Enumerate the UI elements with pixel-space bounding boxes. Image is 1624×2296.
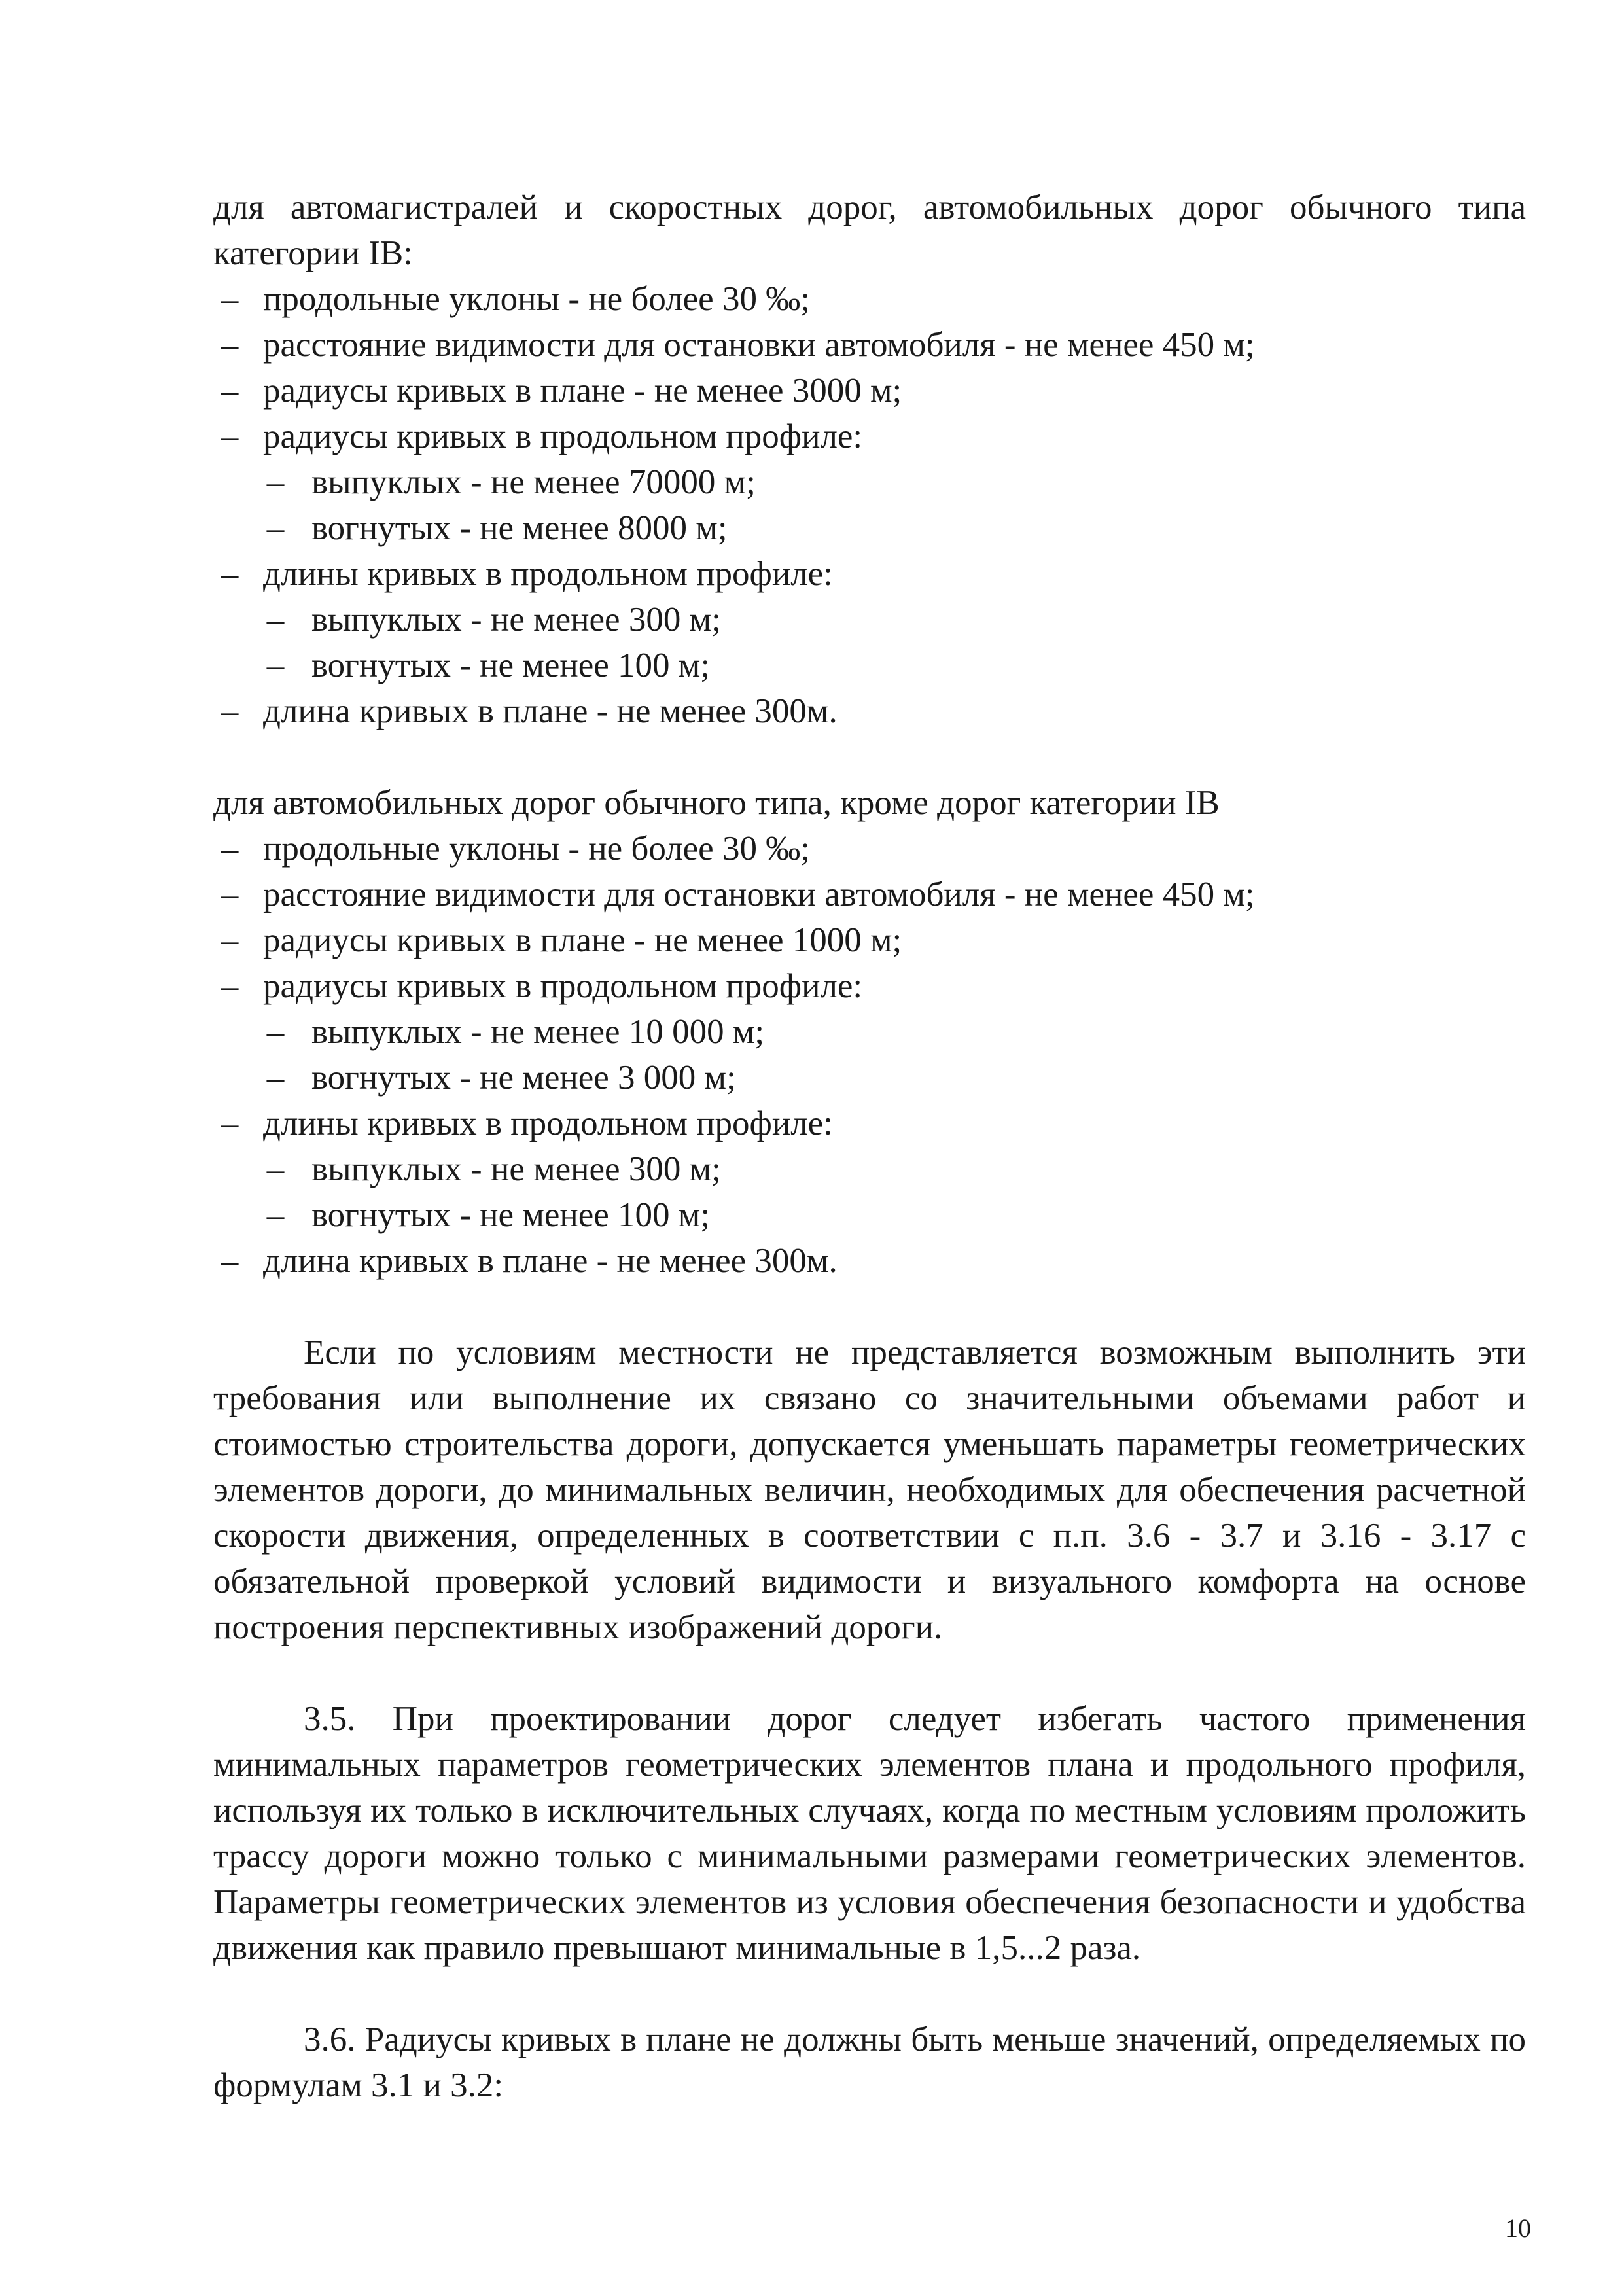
dash-bullet: – — [266, 1196, 285, 1234]
list-item-text: вогнутых - не менее 100 м; — [311, 1196, 711, 1234]
dash-bullet: – — [266, 1013, 285, 1051]
dash-bullet: – — [266, 463, 285, 501]
list-item-text: длина кривых в плане - не менее 300м. — [263, 692, 838, 730]
list-item-text: длины кривых в продольном профиле: — [263, 1104, 833, 1142]
spacer — [213, 734, 1526, 780]
sub-list-item — [213, 1192, 1526, 1238]
list-item — [213, 688, 1526, 734]
list-item-text: выпуклых - не менее 70000 м; — [311, 463, 756, 501]
dash-bullet: – — [221, 372, 239, 410]
list-item — [213, 1101, 1526, 1146]
list-item-text: расстояние видимости для остановки автомобиля - не менее 450 м; — [263, 326, 1255, 364]
list-item — [213, 414, 1526, 459]
list-item — [213, 322, 1526, 368]
dash-bullet: – — [221, 280, 239, 318]
sub-list-item — [213, 643, 1526, 688]
list-item-text: продольные уклоны - не более 30 ‰; — [263, 280, 810, 318]
list-item — [213, 1238, 1526, 1284]
dash-bullet: – — [221, 830, 239, 868]
list-item-text: вогнутых - не менее 3 000 м; — [311, 1059, 736, 1097]
list-item-text: выпуклых - не менее 300 м; — [311, 601, 721, 639]
dash-bullet: – — [221, 875, 239, 913]
list-item — [213, 368, 1526, 414]
sub-list-item — [213, 1055, 1526, 1101]
dash-bullet: – — [221, 967, 239, 1005]
dash-bullet: – — [221, 1104, 239, 1142]
dash-bullet: – — [266, 601, 285, 639]
list-item-text: радиусы кривых в плане - не менее 1000 м; — [263, 921, 902, 959]
list-item-text: вогнутых - не менее 8000 м; — [311, 509, 728, 547]
list-item-text: выпуклых - не менее 10 000 м; — [311, 1013, 765, 1051]
section-a-list — [213, 276, 1526, 734]
sub-list-item — [213, 1146, 1526, 1192]
paragraph-conditions: Если по условиям местности не представляется возможным выполнить эти требования или выполнение их связано со значительными объемами работ и стоимостью строительства дороги, допускается уменьшать параметры геометрических элементов дороги, до минимальных величин, необходимых для обеспечения расчетной скорости движения, определенных в соответствии с п.п. 3.6 - 3.7 и 3.16 - 3.17 с обязательной проверкой условий видимости и визуального комфорта на основе построения перспективных изображений дороги. — [213, 1333, 1526, 1646]
list-item — [213, 826, 1526, 872]
list-item-text: радиусы кривых в продольном профиле: — [263, 967, 863, 1005]
list-item — [213, 872, 1526, 917]
sub-list-item — [213, 505, 1526, 551]
paragraph-3-6: 3.6. Радиусы кривых в плане не должны быть меньше значений, определяемых по формулам 3.1 и 3.2: — [213, 2021, 1526, 2104]
list-item — [213, 276, 1526, 322]
sub-list-item — [213, 1009, 1526, 1055]
list-item-text: вогнутых - не менее 100 м; — [311, 646, 711, 684]
list-item-text: продольные уклоны - не более 30 ‰; — [263, 830, 810, 868]
list-item — [213, 963, 1526, 1009]
list-item-text: радиусы кривых в плане - не менее 3000 м; — [263, 372, 902, 410]
section-b-intro: для автомобильных дорог обычного типа, кроме дорог категории IB — [213, 784, 1220, 822]
section-b-list — [213, 826, 1526, 1284]
dash-bullet: – — [221, 692, 239, 730]
dash-bullet: – — [266, 509, 285, 547]
spacer — [213, 1971, 1526, 2017]
list-item-text: длины кривых в продольном профиле: — [263, 555, 833, 593]
dash-bullet: – — [221, 1242, 239, 1280]
paragraph-3-5: 3.5. При проектировании дорог следует избегать частого применения минимальных параметров геометрических элементов плана и продольного профиля, используя их только в исключительных случаях, когда по местным условиям проложить трассу дороги можно только с минимальными размерами геометрических элементов. Параметры геометрических элементов из условия обеспечения безопасности и удобства движения как правило превышают минимальные в 1,5...2 раза. — [213, 1700, 1526, 1967]
spacer — [213, 1650, 1526, 1696]
sub-list-item — [213, 597, 1526, 643]
dash-bullet: – — [221, 326, 239, 364]
dash-bullet: – — [221, 417, 239, 455]
page-content — [213, 185, 1526, 2108]
list-item-text: расстояние видимости для остановки автомобиля - не менее 450 м; — [263, 875, 1255, 913]
dash-bullet: – — [221, 555, 239, 593]
dash-bullet: – — [266, 1150, 285, 1188]
list-item — [213, 917, 1526, 963]
list-item-text: радиусы кривых в продольном профиле: — [263, 417, 863, 455]
section-a-intro: для автомагистралей и скоростных дорог, автомобильных дорог обычного типа категории IB: — [213, 188, 1526, 272]
dash-bullet: – — [221, 921, 239, 959]
list-item — [213, 551, 1526, 597]
list-item-text: выпуклых - не менее 300 м; — [311, 1150, 721, 1188]
spacer — [213, 1284, 1526, 1330]
list-item-text: длина кривых в плане - не менее 300м. — [263, 1242, 838, 1280]
sub-list-item — [213, 459, 1526, 505]
dash-bullet: – — [266, 1059, 285, 1097]
dash-bullet: – — [266, 646, 285, 684]
page-number: 10 — [1505, 2214, 1531, 2243]
